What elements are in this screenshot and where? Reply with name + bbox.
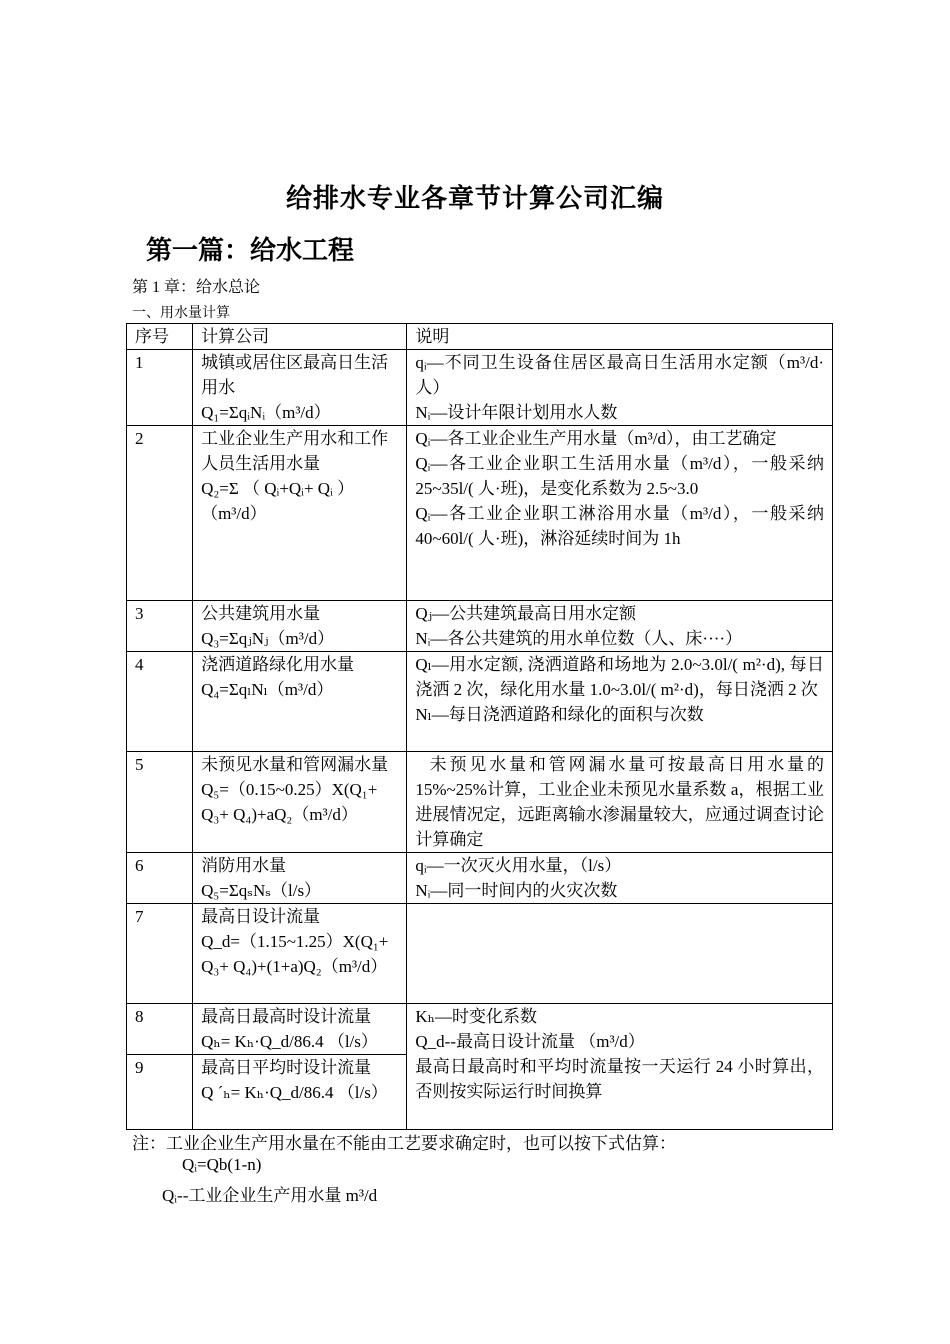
- table-note: 注：工业企业生产用水量在不能由工艺要求确定时，也可以按下式估算：: [132, 1134, 676, 1153]
- table-row: [127, 350, 833, 426]
- row-no: 1: [127, 350, 193, 426]
- calc-formula: Q ˊₕ= Kₕ·Q_d/86.4 （l/s）: [201, 1083, 388, 1102]
- row-desc: [407, 426, 833, 601]
- water-demand-table: [126, 323, 833, 1130]
- section-heading: 一、用水量计算: [132, 306, 230, 321]
- row-no: 6: [127, 853, 193, 904]
- row-no: 2: [127, 426, 193, 601]
- table-row: [127, 752, 833, 853]
- calc-name: 浇洒道路绿化用水量: [201, 655, 355, 674]
- desc-line: 最高日最高时和平均时流量按一天运行 24 小时算出，否则按实际运行时间换算: [415, 1057, 824, 1101]
- row-desc: [407, 350, 833, 426]
- table-row: [127, 853, 833, 904]
- calc-formula: Q₅=ΣqₛNₛ（l/s）: [201, 881, 322, 900]
- desc-line: Kₕ—时变化系数: [415, 1007, 538, 1026]
- desc-line: Qⱼ—公共建筑最高日用水定额: [415, 604, 637, 623]
- row-calc: [193, 752, 407, 853]
- calc-formula: Q₅=（0.15~0.25）X(Q₁+ Q₃+ Q₄)+aQ₂（m³/d）: [201, 780, 378, 824]
- calc-name: 城镇或居住区最高日生活用水: [201, 353, 389, 397]
- production-water-definition: Qᵢ--工业企业生产用水量 m³/d: [162, 1186, 378, 1205]
- desc-line: Qᵢ—各工业企业生产用水量（m³/d），由工艺确定: [415, 429, 777, 448]
- row-no: 5: [127, 752, 193, 853]
- row-desc: [407, 652, 833, 752]
- calc-name: 工业企业生产用水和工作人员生活用水量: [201, 429, 389, 473]
- desc-line: 未预见水量和管网漏水量可按最高日用水量的 15%~25%计算，工业企业未预见水量系数 a，根据工业进展情况定，远距离输水渗漏量较大，应通过调查讨论计算确定: [415, 755, 829, 849]
- calc-formula: Q₁=ΣqᵢNᵢ（m³/d）: [201, 403, 331, 422]
- desc-line: qᵢ—一次灭火用水量，（l/s）: [415, 856, 622, 875]
- part-heading: 第一篇：给水工程: [146, 236, 355, 266]
- calc-name: 最高日设计流量: [201, 907, 321, 926]
- table-row: [127, 904, 833, 1004]
- row-calc: [193, 1055, 407, 1130]
- table-row: [127, 426, 833, 601]
- row-desc: [407, 853, 833, 904]
- calc-formula: Qₕ= Kₕ·Q_d/86.4 （l/s）: [201, 1032, 378, 1051]
- row-calc: [193, 601, 407, 652]
- desc-line: Nᵢ—各公共建筑的用水单位数（人、床····）: [415, 629, 743, 648]
- calc-name: 公共建筑用水量: [201, 604, 321, 623]
- chapter-heading: 第 1 章：给水总论: [132, 279, 261, 296]
- calc-name: 最高日最高时设计流量: [201, 1007, 372, 1026]
- desc-line: Nₗ—每日浇洒道路和绿化的面积与次数: [415, 705, 704, 724]
- row-no: 8: [127, 1004, 193, 1055]
- row-calc: [193, 426, 407, 601]
- desc-line: Nᵢ—设计年限计划用水人数: [415, 403, 618, 422]
- row-calc: [193, 853, 407, 904]
- row-desc: [407, 1004, 833, 1130]
- row-no: 9: [127, 1055, 193, 1130]
- desc-line: Qₗ—用水定额, 浇洒道路和场地为 2.0~3.0l/( m²·d), 每日浇洒 2 次，绿化用水量 1.0~3.0l/( m²·d)，每日浇洒 2 次: [415, 655, 824, 699]
- document-title: 给排水专业各章节计算公司汇编: [285, 184, 664, 214]
- calc-formula: Q₄=ΣqₗNₗ（m³/d）: [201, 680, 334, 699]
- row-no: 7: [127, 904, 193, 1004]
- row-calc: [193, 652, 407, 752]
- row-calc: [193, 350, 407, 426]
- header-calc: 计算公司: [193, 324, 407, 350]
- desc-line: Qᵢ—各工业企业职工淋浴用水量（m³/d），一般采纳 40~60l/( 人·班)，淋浴延续时间为 1h: [415, 504, 824, 548]
- calc-formula: Q₂=Σ （ Qᵢ+Qᵢ+ Qᵢ ）（m³/d）: [201, 479, 355, 523]
- header-no: 序号: [127, 324, 193, 350]
- row-calc: [193, 904, 407, 1004]
- production-water-formula: Qᵢ=Qb(1-n): [182, 1155, 262, 1174]
- table-row: [127, 601, 833, 652]
- table-row: [127, 1004, 833, 1055]
- desc-line: Q_d--最高日设计流量 （m³/d）: [415, 1032, 645, 1051]
- calc-name: 消防用水量: [201, 856, 287, 875]
- desc-line: Nᵢ—同一时间内的火灾次数: [415, 881, 618, 900]
- calc-name: 未预见水量和管网漏水量: [201, 755, 389, 774]
- header-desc: 说明: [407, 324, 833, 350]
- table-row: [127, 652, 833, 752]
- row-desc: [407, 904, 833, 1004]
- row-calc: [193, 1004, 407, 1055]
- calc-formula: Q₃=ΣqⱼNⱼ（m³/d）: [201, 629, 335, 648]
- calc-name: 最高日平均时设计流量: [201, 1058, 372, 1077]
- row-desc: [407, 601, 833, 652]
- desc-line: Qᵢ—各工业企业职工生活用水量（m³/d），一般采纳 25~35l/( 人·班)，是变化系数为 2.5~3.0: [415, 454, 824, 498]
- row-desc: [407, 752, 833, 853]
- row-no: 3: [127, 601, 193, 652]
- row-no: 4: [127, 652, 193, 752]
- table-header-row: [127, 324, 833, 350]
- calc-formula: Q_d=（1.15~1.25）X(Q₁+ Q₃+ Q₄)+(1+a)Q₂（m³/d）: [201, 932, 389, 976]
- desc-line: qᵢ—不同卫生设备住居区最高日生活用水定额（m³/d·人）: [415, 353, 824, 397]
